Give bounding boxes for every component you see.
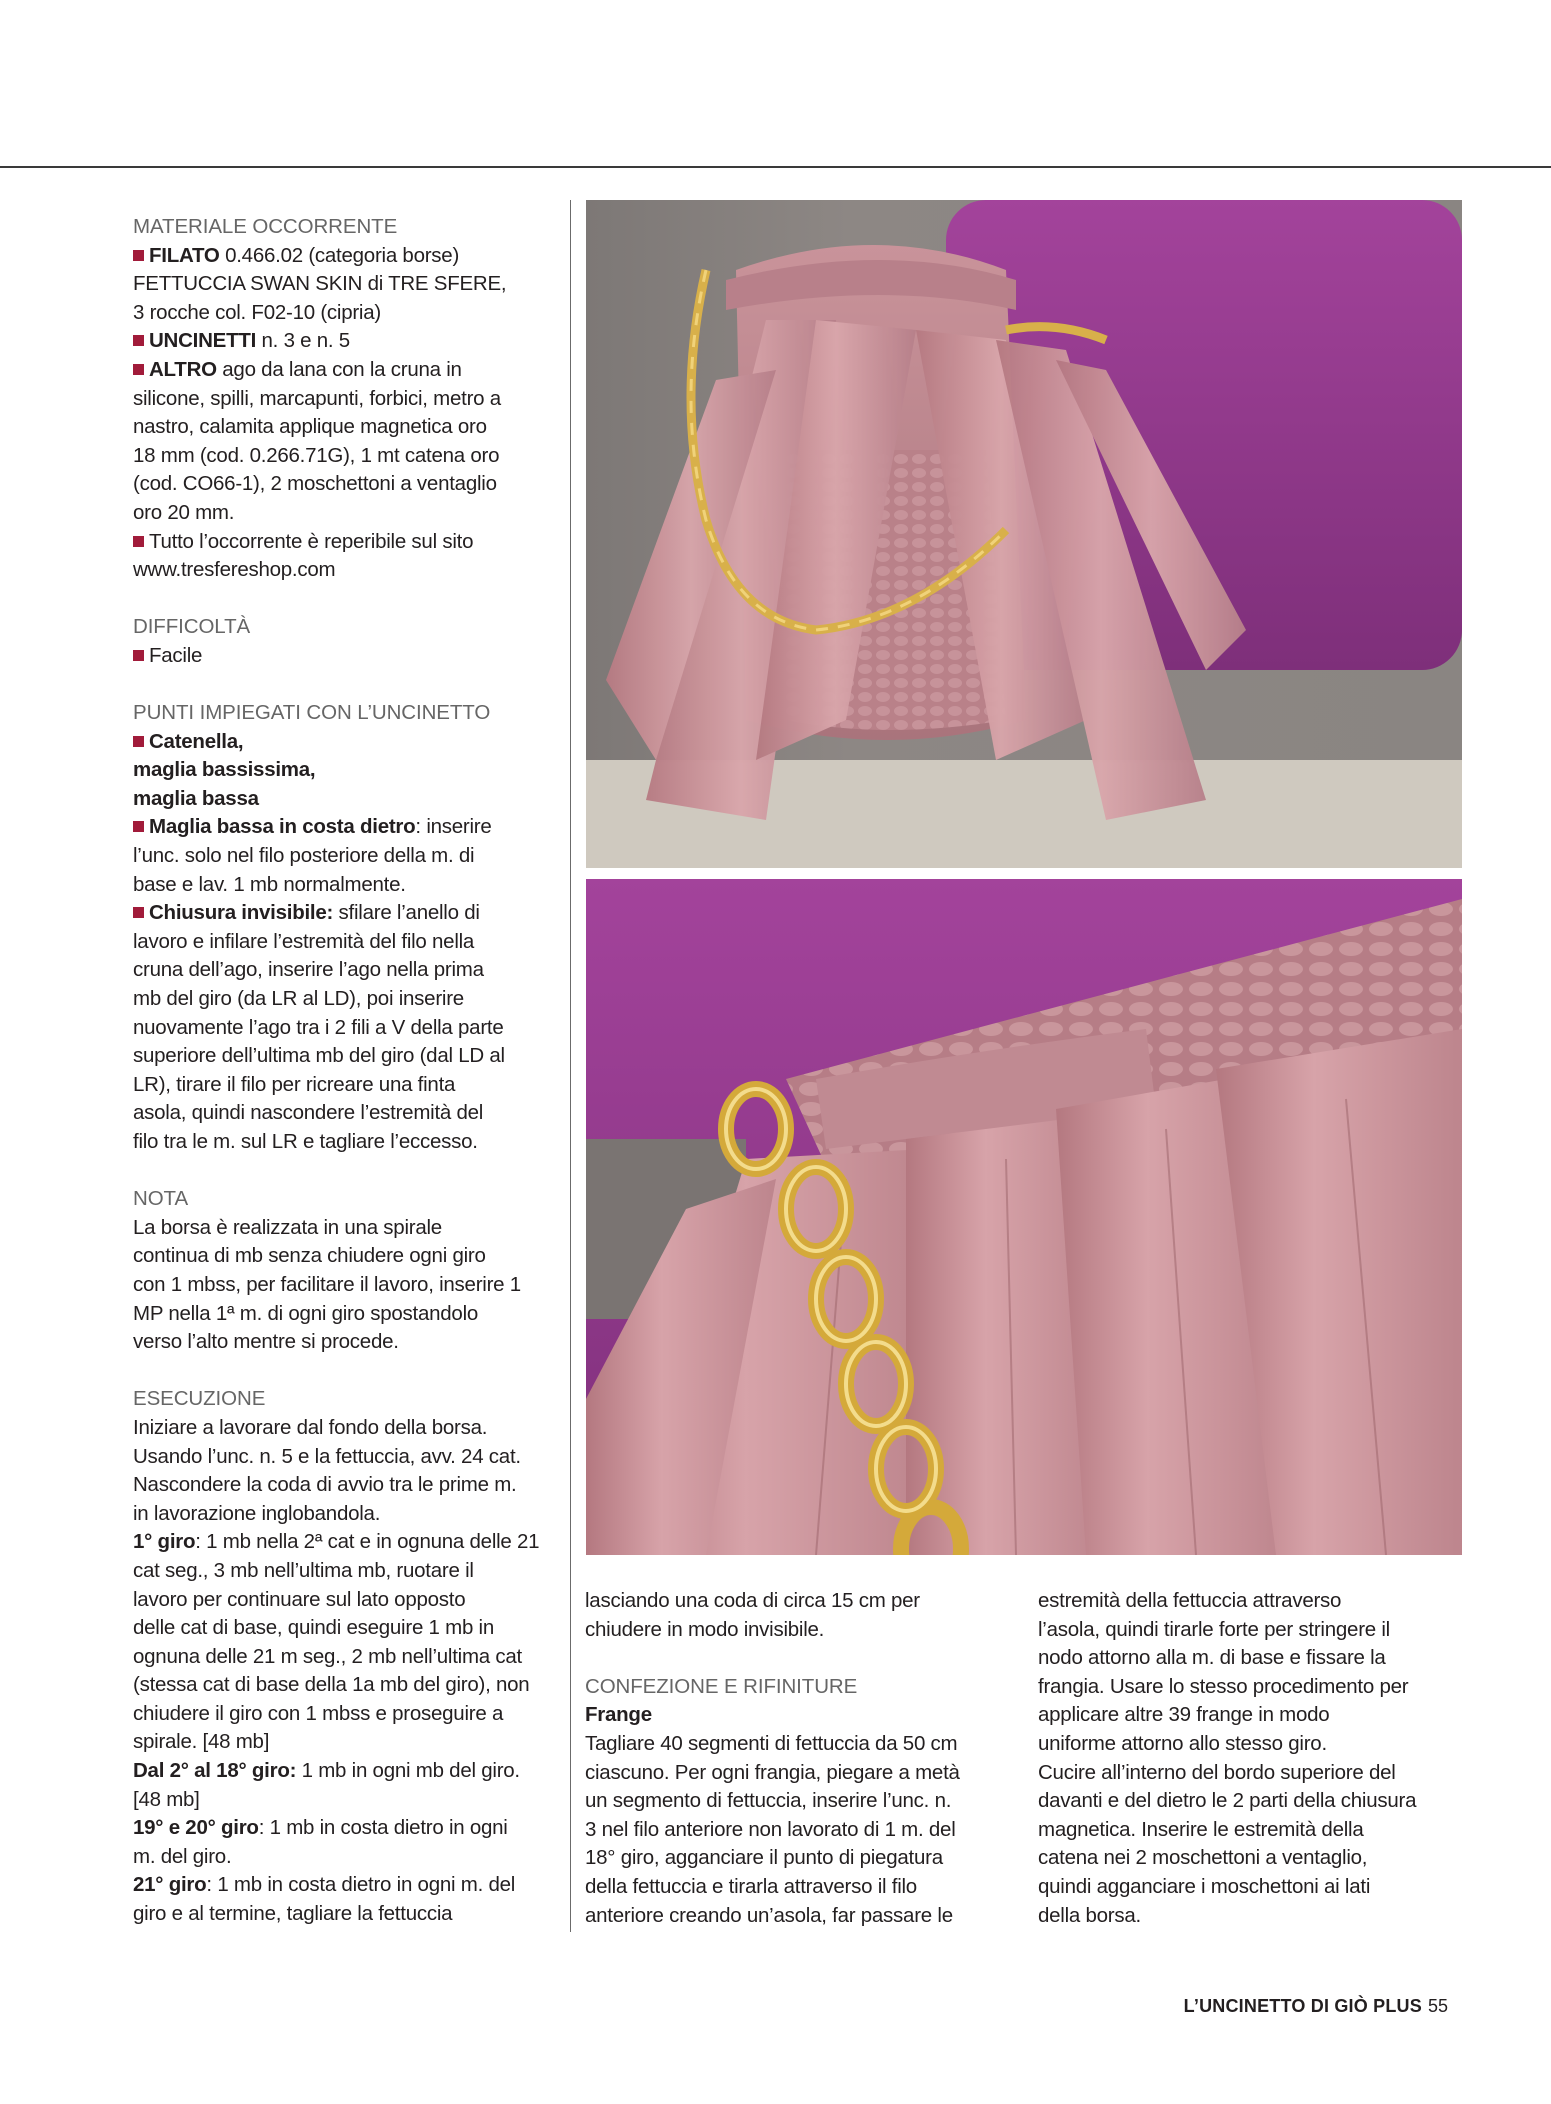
execution-giro-19-20: 19° e 20° giro: 1 mb in costa dietro in ogni [133, 1816, 508, 1840]
materials-website: www.tresfereshop.com [133, 558, 336, 582]
execution-intro-line: Usando l’unc. n. 5 e la fettuccia, avv. 24 cat. [133, 1444, 521, 1468]
bullet-square [133, 364, 144, 375]
frange-line: 3 nel filo anteriore non lavorato di 1 m. del [585, 1817, 956, 1841]
execution-continued-line: lasciando una coda di circa 15 cm per [585, 1589, 920, 1612]
page-number: 55 [1427, 1996, 1448, 2016]
page-footer [1000, 1996, 1448, 2017]
difficulty-heading: DIFFICOLTÀ [133, 615, 251, 639]
stitches-mb-costa-line: base e lav. 1 mb normalmente. [133, 872, 406, 896]
materials-altro-line: 18 mm (cod. 0.266.71G), 1 mt catena oro [133, 443, 500, 467]
nota-line: con 1 mbss, per facilitare il lavoro, inserire 1 [133, 1272, 521, 1296]
materials-altro: ALTRO ago da lana con la cruna in [133, 356, 555, 385]
frange-subheading: Frange [585, 1703, 652, 1727]
execution-intro-line: Iniziare a lavorare dal fondo della borsa. [133, 1415, 488, 1439]
middle-column [585, 1587, 1015, 1930]
bullet-square [133, 907, 144, 918]
materials-heading: MATERIALE OCCORRENTE [133, 215, 398, 238]
stitches-basic-line: maglia bassa [133, 786, 259, 810]
bag-photo-full [586, 200, 1462, 868]
stitches-chiusura-line: asola, quindi nascondere l’estremità del [133, 1101, 484, 1125]
finishing-line: Cucire all’interno del bordo superiore del [1038, 1760, 1396, 1784]
nota-line: La borsa è realizzata in una spirale [133, 1215, 442, 1239]
materials-uncinetti: UNCINETTI n. 3 e n. 5 [133, 327, 555, 356]
nota-line: MP nella 1ª m. di ogni giro spostandolo [133, 1301, 479, 1325]
finishing-line: estremità della fettuccia attraverso [1038, 1589, 1342, 1612]
execution-intro-line: Nascondere la coda di avvio tra le prime m. [133, 1473, 517, 1497]
finishing-heading: CONFEZIONE E RIFINITURE [585, 1674, 858, 1698]
materials-filato-line: FETTUCCIA SWAN SKIN di TRE SFERE, [133, 272, 507, 296]
stitches-chiusura-line: filo tra le m. sul LR e tagliare l’eccesso. [133, 1130, 478, 1153]
bullet-square [133, 250, 144, 261]
execution-heading: ESECUZIONE [133, 1387, 266, 1411]
left-column [133, 213, 555, 1929]
bullet-square [133, 650, 144, 661]
stitches-chiusura-line: mb del giro (da LR al LD), poi inserire [133, 987, 464, 1011]
finishing-line: della borsa. [1038, 1903, 1141, 1927]
execution-giro-1-line: (stessa cat di base della 1a mb del giro), non [133, 1673, 530, 1697]
frange-line: 18° giro, agganciare il punto di piegatura [585, 1846, 943, 1870]
stitches-chiusura-line: nuovamente l’ago tra i 2 fili a V della parte [133, 1015, 504, 1039]
execution-giro-1-line: chiudere il giro con 1 mbss e proseguire a [133, 1701, 504, 1725]
execution-giro-1-line: delle cat di base, quindi eseguire 1 mb in [133, 1616, 495, 1640]
execution-intro-line: in lavorazione inglobandola. [133, 1501, 381, 1525]
top-rule [0, 166, 1551, 168]
execution-continued-line: chiudere in modo invisibile. [585, 1617, 825, 1641]
bag-photo-closeup [586, 879, 1462, 1555]
stitches-basic: Catenella, [133, 728, 555, 757]
execution-giro-1: 1° giro: 1 mb nella 2ª cat e in ognuna delle 21 [133, 1530, 540, 1554]
finishing-line: davanti e del dietro le 2 parti della chiusura [1038, 1789, 1417, 1813]
materials-filato: FILATO 0.466.02 (categoria borse) [133, 242, 555, 271]
stitches-chiusura-line: cruna dell’ago, inserire l’ago nella prima [133, 958, 484, 982]
finishing-line: magnetica. Inserire le estremità della [1038, 1817, 1364, 1841]
execution-giro-2-18: Dal 2° al 18° giro: 1 mb in ogni mb del giro. [133, 1759, 520, 1783]
stitches-mb-costa: Maglia bassa in costa dietro: inserire [133, 813, 555, 842]
difficulty-value: Facile [133, 642, 555, 671]
bullet-square [133, 736, 144, 747]
materials-altro-line: nastro, calamita applique magnetica oro [133, 415, 487, 439]
right-column [1038, 1587, 1468, 1930]
stitches-chiusura-line: superiore dell’ultima mb del giro (dal LD al [133, 1044, 505, 1068]
materials-note: Tutto l’occorrente è reperibile sul sito [133, 528, 555, 557]
nota-line: verso l’alto mentre si procede. [133, 1330, 399, 1354]
finishing-line: applicare altre 39 frange in modo [1038, 1703, 1330, 1727]
finishing-line: nodo attorno alla m. di base e fissare la [1038, 1646, 1386, 1670]
execution-giro-21: 21° giro: 1 mb in costa dietro in ogni m. del [133, 1873, 516, 1897]
bullet-square [133, 335, 144, 346]
magazine-name: L’UNCINETTO DI GIÒ PLUS [1183, 1996, 1422, 2016]
materials-filato-line: 3 rocche col. F02-10 (cipria) [133, 300, 381, 324]
finishing-line: frangia. Usare lo stesso procedimento per [1038, 1674, 1409, 1698]
stitches-basic-line: maglia bassissima, [133, 758, 316, 782]
materials-altro-line: silicone, spilli, marcapunti, forbici, metro a [133, 386, 501, 410]
nota-line: continua di mb senza chiudere ogni giro [133, 1244, 486, 1268]
stitches-mb-costa-line: l’unc. solo nel filo posteriore della m. di [133, 844, 475, 868]
execution-giro-1-line: lavoro per continuare sul lato opposto [133, 1587, 466, 1611]
bullet-square [133, 821, 144, 832]
nota-heading: NOTA [133, 1187, 189, 1211]
frange-line: un segmento di fettuccia, inserire l’unc. n. [585, 1789, 952, 1813]
execution-giro-1-line: spirale. [48 mb] [133, 1730, 270, 1754]
execution-giro-2-18-line: [48 mb] [133, 1787, 200, 1811]
frange-line: Tagliare 40 segmenti di fettuccia da 50 cm [585, 1731, 958, 1755]
execution-giro-21-line: giro e al termine, tagliare la fettuccia [133, 1902, 453, 1926]
frange-line: della fettuccia e tirarla attraverso il filo [585, 1874, 917, 1898]
finishing-line: catena nei 2 moschettoni a ventaglio, [1038, 1846, 1368, 1870]
materials-altro-line: oro 20 mm. [133, 500, 235, 524]
stitches-chiusura-line: lavoro e infilare l’estremità del filo nella [133, 929, 475, 953]
materials-altro-line: (cod. CO66-1), 2 moschettoni a ventaglio [133, 472, 497, 496]
stitches-chiusura: Chiusura invisibile: sfilare l’anello di [133, 899, 555, 928]
stitches-heading: PUNTI IMPIEGATI CON L’UNCINETTO [133, 701, 491, 725]
execution-giro-1-line: ognuna delle 21 m seg., 2 mb nell’ultima cat [133, 1644, 522, 1668]
finishing-line: uniforme attorno allo stesso giro. [1038, 1731, 1327, 1755]
finishing-line: l’asola, quindi tirarle forte per stringere il [1038, 1617, 1390, 1641]
frange-line: ciascuno. Per ogni frangia, piegare a metà [585, 1760, 960, 1784]
execution-giro-19-20-line: m. del giro. [133, 1844, 232, 1868]
stitches-chiusura-line: LR), tirare il filo per ricreare una finta [133, 1072, 456, 1096]
execution-giro-1-line: cat seg., 3 mb nell’ultima mb, ruotare il [133, 1558, 474, 1582]
bullet-square [133, 536, 144, 547]
column-divider [570, 200, 571, 1932]
frange-line: anteriore creando un’asola, far passare le [585, 1903, 953, 1927]
finishing-line: quindi agganciare i moschettoni ai lati [1038, 1874, 1371, 1898]
